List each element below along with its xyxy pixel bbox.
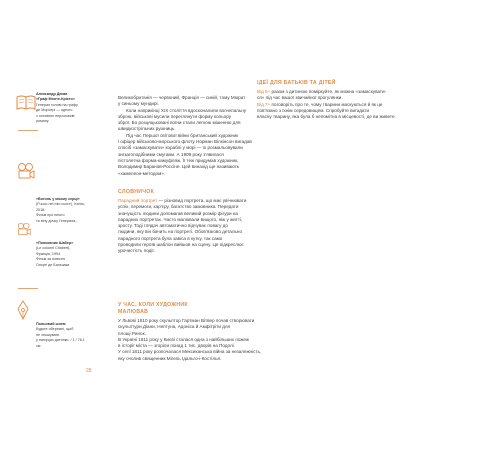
sidebar-title: «Вогонь у моєму серці» bbox=[36, 197, 80, 201]
film-camera-icon bbox=[16, 222, 32, 236]
glossary-paragraph: Парадний портрет — різновид портрета, що має увічнювати успіх, перемоги, кар'єру, багатство замовника. Передати значущість людини допомагав великий розмір фігури на парадних портретах. Часто малювали вищого, ніж у житті, зросту. Тоді глядач автоматично відчуває повагу до людини, яку він бачить на портреті. Обов'язково детально парадного портрета була завіса в кутку, так само проводили героїв шаблон вийшов на сцену. Це підкреслює урочистість події. bbox=[118, 198, 247, 254]
sidebar-text: де Морсері — одного bbox=[36, 108, 73, 113]
sidebar-text: Фільм за повістю bbox=[36, 257, 66, 262]
film-camera-icon bbox=[16, 162, 36, 180]
sidebar-text: Генерал голові на графу bbox=[36, 102, 78, 107]
page-number: 28 bbox=[86, 368, 92, 374]
sidebar-item-film1 bbox=[36, 197, 86, 224]
pen-nib-icon bbox=[16, 300, 30, 320]
sidebar-text: (Le colonel Chabert), Франція, 1994 bbox=[36, 246, 71, 256]
sidebar-text: Оноре де Бальзака bbox=[36, 262, 70, 267]
intro-paragraph: Великобританія — червоний, Франція — синій, тому Мюрат у синьому мундирі. Коли наприкінці XIX століття вдосконалили вогнепальну зброю, військові мусили переглянути форму кольору зброї. Бо розцяцьковані воїни стали легкою мішенню для швидкострільних рушниць. Під час Першої світової війни британський художник і офіцер військово-морського флоту Норман Вілкінсон вигадав спосіб «замаскувати» кораблі у морі — їх розмальовували зигзагоподібними смугами. А 1909 року з'явилася пістолетна форма-камуфляж. Її теж придумав художник, Володимир Баранов-Россіне. Цей винахід ще називають «хамелеон-методом». bbox=[118, 95, 252, 176]
sidebar-text: не зношувати bbox=[36, 332, 60, 337]
sidebar-title: Польовий шлем bbox=[36, 322, 66, 326]
sidebar-title: «Полковник Шабер» bbox=[36, 241, 74, 245]
sidebar-title: Александр Дюма bbox=[36, 92, 68, 96]
history-paragraph: У Львові 1810 року скульптор Гартман Вітвер почав створювати скульптури Діани, Нептуна, Адоніса й Амфітріти для площі Ринок. В Україні 1811 року у Києві сталася одна з найбільших пожеж в історії міста — згоріли понад 1 тис. дворів на Подолі. У селі 1811 року розпочалася Мексиканська війна за незалежність, яку очолив священник Мігель Ідальго-і-Костілья. bbox=[118, 318, 262, 361]
divider bbox=[18, 288, 38, 289]
section-heading-ideas: ІДЕЇ ДЛЯ БАТЬКІВ ТА ДІТЕЙ bbox=[257, 80, 336, 86]
sidebar-text: Фільм про юного bbox=[36, 213, 65, 218]
book-icon bbox=[16, 95, 36, 111]
section-heading-slovnychok: СЛОВНИЧОК bbox=[118, 189, 155, 195]
age-label: Від 5+ bbox=[257, 89, 271, 94]
sidebar-title: «Граф Монте-Крісто» bbox=[36, 97, 75, 102]
sidebar-item-helmet bbox=[36, 322, 86, 349]
sidebar-text: Будьте обережні, щоб bbox=[36, 327, 74, 332]
sidebar-text: з головних персонажів роману bbox=[36, 113, 75, 124]
ideas-paragraph: Від 5+ разом з дитиною поміркуйте, як можна «замаскувати- ся» під час вашої звичайної прогулянки. Від 7+ поговоріть про те, чому тварини маскуються й як це пов'язано з їхнім середовищем. Спробуйте вигадати власну тварину, яка була б непомітна в місцевості, де ви живете. bbox=[257, 89, 396, 120]
sidebar-text: у папірцях дитинки. / 1 / 76,1 см bbox=[36, 338, 85, 348]
divider bbox=[18, 130, 38, 131]
glossary-term: Парадний портрет bbox=[118, 198, 158, 203]
age-label: Від 7+ bbox=[257, 101, 271, 107]
sidebar-item-book bbox=[36, 92, 86, 124]
sidebar-text: та юну дочку Генерала... bbox=[36, 218, 79, 223]
section-heading-sculptor: У ЧАС, КОЛИ ХУДОЖНИК МАЛЮВАВ bbox=[118, 302, 188, 315]
sidebar-item-film2 bbox=[36, 241, 86, 268]
sidebar-text: (Fuoco nel mio cuore), Італія, 2018. bbox=[36, 202, 85, 212]
